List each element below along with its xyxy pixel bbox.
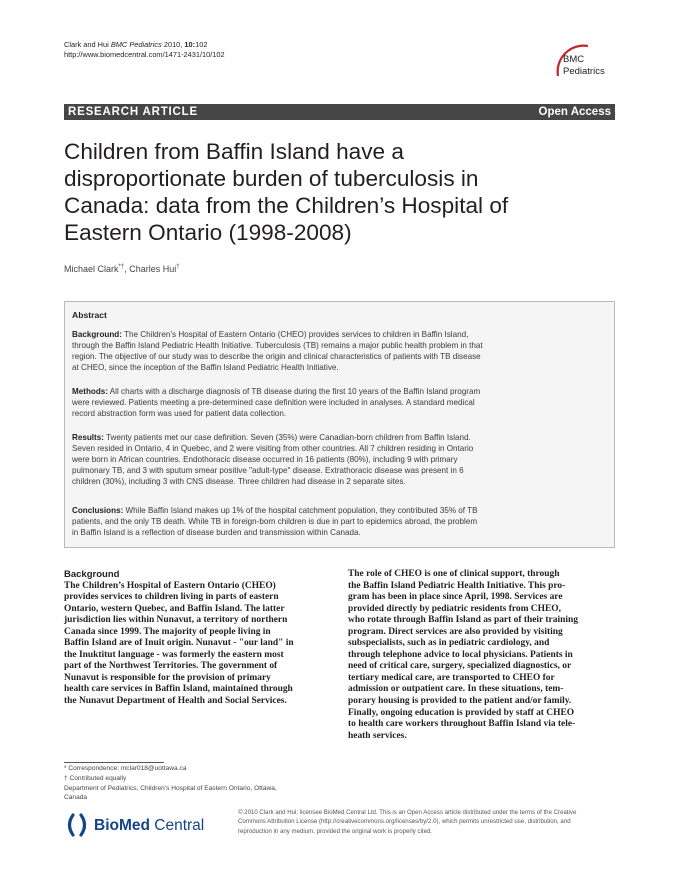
abstract-conclusions (72, 505, 612, 538)
article-type-label: RESEARCH ARTICLE (68, 106, 198, 118)
body-line: through telephone advice to local physicians. Patients in (348, 649, 573, 660)
abstract-methods (72, 386, 612, 419)
abstract-line: While Baffin Island makes up 1% of the hospital catchment population, they contributed 35% of TB (125, 506, 478, 515)
abstract-line: through the Baffin Island Pediatric Health Initiative. Tuberculosis (TB) remains a major public health problem in that (72, 341, 483, 350)
citation-volume: 10: (184, 40, 196, 49)
license-text (238, 808, 618, 836)
abstract-line: at CHEO, since the inception of the Baffin Island Pediatric Health Initiative. (72, 363, 339, 372)
publisher-logo (64, 811, 214, 839)
body-line: heath services. (348, 730, 407, 741)
abstract-line: in Baffin Island is a reflection of disease burden and transmission within Canada. (72, 528, 361, 537)
body-column-right (348, 569, 616, 742)
abstract-line: region. The objective of our study was to describe the origin and clinical characteristics of patients with TB disease (72, 352, 481, 361)
body-line: Nunavut is responsible for the provision of primary (64, 672, 271, 683)
abstract-line: children (30%), including 3 with CNS disease. Three children had disease in 2 separate sites. (72, 477, 406, 486)
body-line: The Children’s Hospital of Eastern Ontario (CHEO) (64, 580, 276, 591)
publisher-brackets-icon (64, 811, 94, 839)
title-line: Children from Baffin Island have a (64, 139, 404, 164)
abstract-line: were reviewed. Patients meeting a pre-determined case definition were included in analyses. A standard medical (72, 398, 475, 407)
abstract-results (72, 432, 612, 487)
body-line: Canada since 1999. The majority of people living in (64, 626, 271, 637)
abstract-line: were born in African countries. Endothoracic disease occurred in 16 patients (80%), including 9 with primary (72, 455, 458, 464)
title-line: disproportionate burden of tuberculosis in (64, 166, 479, 191)
footnote-line: Canada (64, 794, 88, 802)
body-line: porary housing is provided to the patient and/or family. (348, 696, 572, 707)
body-line: gram has been in place since April, 1998. Services are (348, 592, 563, 603)
body-line: need of critical care, surgery, specialized diagnostics, or (348, 661, 572, 672)
citation-block (64, 40, 225, 60)
title-line: Canada: data from the Children’s Hospital of (64, 193, 509, 218)
abstract-line: patients, and the only TB death. While TB in foreign-born children is due in part to epidemics abroad, the problem (72, 517, 478, 526)
footnotes (64, 764, 334, 803)
title-line: Eastern Ontario (1998-2008) (64, 220, 352, 245)
abstract-label: Background: (72, 330, 122, 339)
body-line: admission or outpatient care. In these situations, tem- (348, 684, 564, 695)
citation-authors: Clark and Hui (64, 40, 109, 49)
body-line: who rotate through Baffin Island as part of their training (348, 615, 578, 626)
body-line: to health care workers throughout Baffin Island via tele- (348, 719, 576, 730)
abstract-label: Results: (72, 433, 104, 442)
abstract-background (72, 329, 612, 373)
citation-line (64, 40, 225, 50)
citation-url[interactable]: http://www.biomedcentral.com/1471-2431/10/102 (64, 50, 225, 59)
footnote-line: Department of Pediatrics, Children’s Hospital of Eastern Ontario, Ottawa, (64, 784, 277, 792)
author-separator: , (124, 264, 130, 274)
body-line: program. Direct services are also provided by visiting (348, 626, 563, 637)
abstract-line: Twenty patients met our case definition. Seven (35%) were Canadian-born children from Baffin Island. (106, 433, 471, 442)
license-line: © 2010 Clark and Hui; licensee BioMed Central Ltd. This is an Open Access article distributed under the terms of the Creative (238, 809, 577, 816)
abstract-heading: Abstract (72, 310, 107, 320)
logo-line1: BMC (563, 54, 585, 65)
citation-article: 102 (195, 40, 208, 49)
body-line: health care services in Baffin Island, maintained through (64, 684, 293, 695)
body-line: the Inuktitut language - was formerly the eastern most (64, 649, 284, 660)
article-title (64, 138, 584, 246)
body-line: The role of CHEO is one of clinical support, through (348, 569, 560, 579)
abstract-line: All charts with a discharge diagnosis of TB disease during the first 10 years of the Baffin Island program (109, 387, 481, 396)
author-list (64, 264, 180, 274)
footnote-divider (64, 762, 164, 763)
article-type-banner (64, 104, 615, 120)
abstract-line: The Children’s Hospital of Eastern Ontario (CHEO) provides services to children in Baffin Island, (124, 330, 469, 339)
abstract-line: pulmonary TB, and 3 with sputum smear positive "adult-type" disease. Extrathoracic disease was present in 6 (72, 466, 464, 475)
body-line: part of the Northwest Territories. The government of (64, 661, 278, 672)
license-line: reproduction in any medium, provided the original work is properly cited. (238, 827, 433, 835)
body-line: provided directly by pediatric residents from CHEO, (348, 603, 561, 614)
abstract-label: Methods: (72, 387, 108, 396)
citation-journal: BMC Pediatrics (110, 40, 162, 49)
logo-line2: Pediatrics (563, 66, 605, 77)
citation-year: 2010, (163, 40, 183, 49)
author-name: Michael Clark (64, 264, 119, 274)
publisher-name-bold: BioMed (94, 817, 150, 834)
publisher-name-regular: Central (149, 817, 205, 834)
body-line: Baffin Island are of Inuit origin. Nunavut - "our land" in (64, 638, 294, 649)
author-mark: *† (118, 264, 125, 270)
abstract-label: Conclusions: (72, 506, 124, 515)
body-line: Finally, ongoing education is provided by staff at CHEO (348, 707, 575, 718)
body-line: the Baffin Island Pediatric Health Initiative. This pro- (348, 580, 566, 591)
section-heading: Background (64, 569, 120, 580)
body-column-left (64, 569, 334, 708)
author-name: Charles Hui (129, 264, 177, 274)
footnote-line: † Contributed equally (64, 774, 127, 782)
body-line: tertiary medical care, are transported to CHEO for (348, 672, 555, 683)
footnote-line: * Correspondence: mclar018@uottawa.ca (64, 765, 187, 772)
author-mark: † (176, 264, 180, 270)
journal-logo (548, 42, 618, 84)
abstract-line: record abstraction form was used for patient data collection. (72, 409, 287, 418)
body-line: provides services to children living in parts of eastern (64, 592, 279, 603)
body-line: jurisdiction lies within Nunavut, a territory of northern (64, 615, 288, 626)
abstract-line: Seven resided in Ontario, 4 in Quebec, and 2 were visiting from other countries. All 7 children residing in Ontario (72, 444, 474, 453)
open-access-label: Open Access (538, 106, 611, 118)
body-line: Ontario, western Quebec, and Baffin Island. The latter (64, 603, 285, 614)
body-line: subspecialists, such as in pediatric cardiology, and (348, 638, 550, 649)
body-line: the Nunavut Department of Health and Social Services. (64, 696, 287, 707)
license-line: Commons Attribution License (http://creativecommons.org/licenses/by/2.0), which permits unrestricted use, distribution, and (238, 818, 571, 826)
